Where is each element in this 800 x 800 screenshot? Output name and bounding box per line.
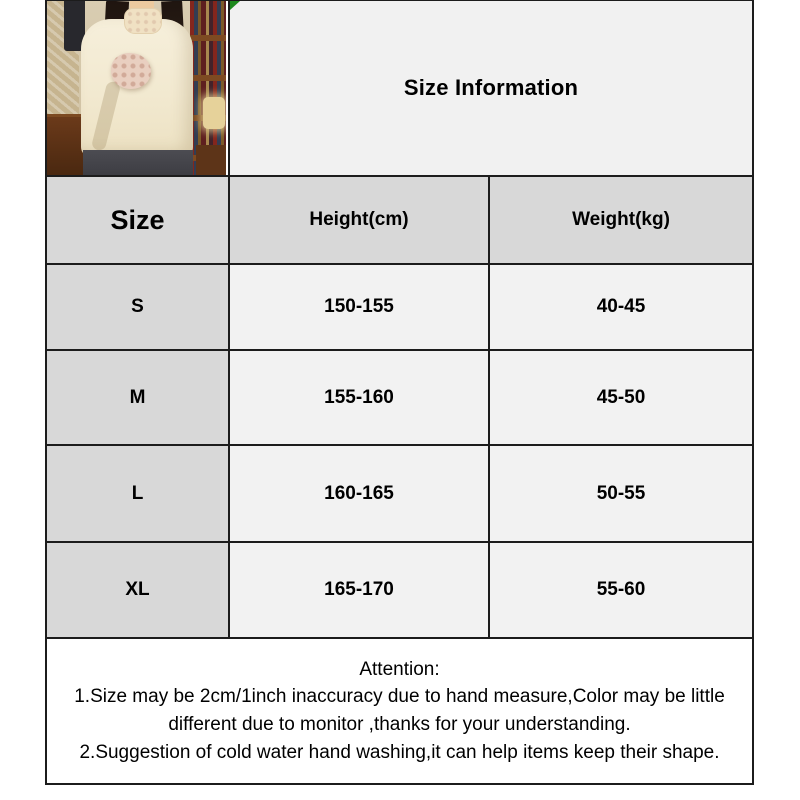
size-label-xl: XL — [46, 542, 229, 638]
weight-cell-xl: 55-60 — [489, 542, 753, 638]
attention-note-1: 1.Size may be 2cm/1inch inaccuracy due to hand measure,Color may be little different due to monitor ,thanks for your understanding. — [74, 686, 725, 735]
photo-wood-furniture — [47, 114, 83, 175]
table-row-l — [46, 445, 753, 542]
attention-row — [46, 638, 753, 784]
weight-cell-s: 40-45 — [489, 264, 753, 350]
model-skirt — [83, 150, 193, 175]
product-photo-cell — [46, 0, 229, 176]
photo-lamp-glow — [203, 97, 225, 129]
table-row-s — [46, 264, 753, 350]
photo-wood-right — [196, 145, 226, 175]
column-header-weight: Weight(kg) — [489, 176, 753, 264]
column-header-row — [46, 176, 753, 264]
table-row-xl — [46, 542, 753, 638]
weight-cell-m: 45-50 — [489, 350, 753, 445]
size-label-s: S — [46, 264, 229, 350]
model-lace-collar — [124, 8, 162, 34]
column-header-height: Height(cm) — [229, 176, 489, 264]
attention-heading: Attention: — [359, 658, 440, 680]
height-cell-xl: 165-170 — [229, 542, 489, 638]
title-row — [46, 0, 753, 176]
cell-error-marker-triangle-icon — [230, 1, 240, 10]
title-cell — [229, 0, 753, 176]
weight-cell-l: 50-55 — [489, 445, 753, 542]
height-cell-m: 155-160 — [229, 350, 489, 445]
size-information-sheet — [45, 0, 754, 785]
page-title: Size Information — [403, 75, 579, 100]
table-row-m — [46, 350, 753, 445]
size-label-l: L — [46, 445, 229, 542]
attention-cell — [46, 638, 753, 784]
height-cell-l: 160-165 — [229, 445, 489, 542]
height-cell-s: 150-155 — [229, 264, 489, 350]
model-lace-cuff — [111, 53, 151, 89]
size-label-m: M — [46, 350, 229, 445]
product-photo — [47, 1, 226, 175]
attention-note-2: 2.Suggestion of cold water hand washing,it can help items keep their shape. — [79, 741, 720, 763]
column-header-size: Size — [46, 176, 229, 264]
